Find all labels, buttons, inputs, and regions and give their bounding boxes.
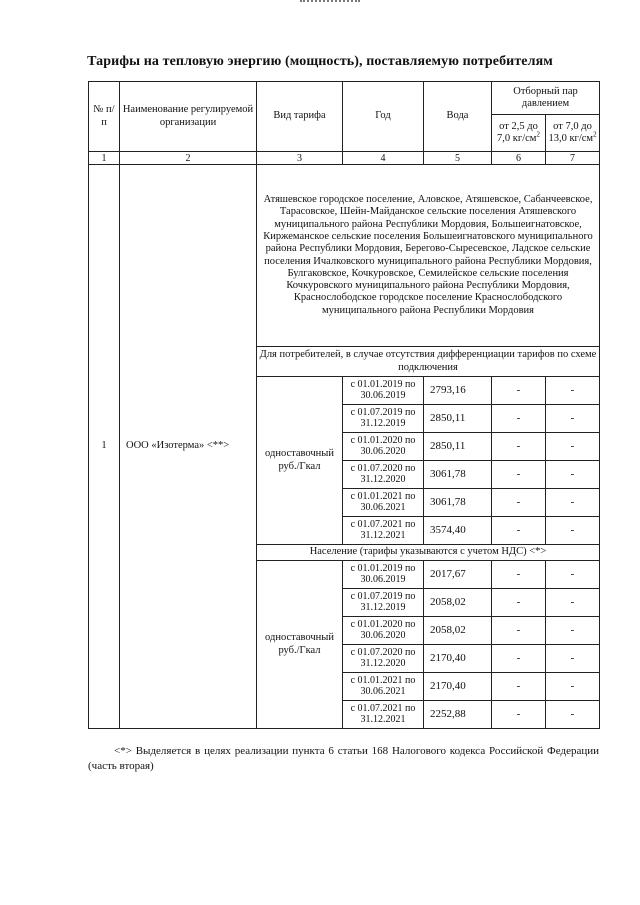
col-number: 7 [546,152,600,165]
water-value: 3061,78 [424,489,492,517]
steam-low-value: - [492,433,546,461]
steam-high-value: - [546,561,600,589]
header-kind: Вид тарифа [257,82,343,152]
steam-high-value: - [546,433,600,461]
steam-low-value: - [492,517,546,545]
footnote-text: <*> Выделяется в целях реализации пункта 6 статьи 168 Налогового кодекса Российской Федерации (часть вторая) [88,745,599,772]
steam-low-value: - [492,617,546,645]
period-cell: с 01.01.2019 по 30.06.2019 [343,377,424,405]
period-cell: с 01.01.2020 по 30.06.2020 [343,433,424,461]
page-title: Тарифы на тепловую энергию (мощность), поставляемую потребителям [87,54,553,69]
col-number: 2 [120,152,257,165]
area-row [89,165,600,347]
period-cell: с 01.01.2019 по 30.06.2019 [343,561,424,589]
col-number: 4 [343,152,424,165]
period-cell: с 01.07.2019 по 31.12.2019 [343,405,424,433]
period-cell: с 01.07.2021 по 31.12.2021 [343,517,424,545]
steam-low-value: - [492,461,546,489]
period-cell: с 01.07.2020 по 31.12.2020 [343,645,424,673]
water-value: 2058,02 [424,589,492,617]
steam-low-value: - [492,645,546,673]
col-number: 5 [424,152,492,165]
header-org: Наименование регулируемой организации [120,82,257,152]
col-number: 6 [492,152,546,165]
period-cell: с 01.07.2021 по 31.12.2021 [343,701,424,729]
steam-low-value: - [492,589,546,617]
period-cell: с 01.07.2020 по 31.12.2020 [343,461,424,489]
steam-high-value: - [546,645,600,673]
organization-name: ООО «Изотерма» <**> [120,165,257,729]
tariff-type: одноставочный руб./Гкал [257,377,343,545]
period-cell: с 01.01.2021 по 30.06.2021 [343,673,424,701]
steam-high-value: - [546,517,600,545]
header-steam: Отборный пар давлением [492,82,600,115]
steam-high-value: - [546,461,600,489]
steam-high-value: - [546,377,600,405]
steam-low-value: - [492,377,546,405]
water-value: 2170,40 [424,645,492,673]
column-numbers-row [89,152,600,165]
steam-high-value: - [546,405,600,433]
water-value: 3574,40 [424,517,492,545]
footnote [88,744,599,774]
water-value: 2058,02 [424,617,492,645]
steam-low-value: - [492,489,546,517]
service-area: Атяшевское городское поселение, Аловское, Атяшевское, Сабанчеевское, Тарасовское, Шейн-Майданское сельские поселения Атяшевского муниципального района Республики Мордовия, Большеигнатовское, Киржеманское сельские поселения Большеигнатовского муниципального района Республики Мордовия, Берегово-Сыресевское, Ладское сельские поселения Ичалковского муниципального района Республики Мордовия, Булгаковское, Кочкуровское, Семилейское сельские поселения Кочкуровского муниципального района Республики Мордовия, Краснослободское городское поселение Краснослободского муниципального района Республики Мордовия [257,165,600,347]
period-cell: с 01.07.2019 по 31.12.2019 [343,589,424,617]
water-value: 2017,67 [424,561,492,589]
water-value: 2170,40 [424,673,492,701]
period-cell: с 01.01.2021 по 30.06.2021 [343,489,424,517]
steam-high-value: - [546,589,600,617]
header-steam-high: от 7,0 до 13,0 $кг/см^2$ [546,115,600,152]
col-number: 1 [89,152,120,165]
col-number: 3 [257,152,343,165]
water-value: 2850,11 [424,405,492,433]
steam-low-value: - [492,701,546,729]
group-label: Население (тарифы указываются с учетом НДС) <*> [257,545,600,561]
water-value: 2850,11 [424,433,492,461]
steam-high-value: - [546,489,600,517]
tariff-table [88,81,600,729]
steam-high-value: - [546,617,600,645]
steam-low-value: - [492,561,546,589]
water-value: 2252,88 [424,701,492,729]
group-label: Для потребителей, в случае отсутствия дифференциации тарифов по схеме подключения [257,347,600,377]
period-cell: с 01.01.2020 по 30.06.2020 [343,617,424,645]
steam-low-value: - [492,673,546,701]
header-num: № п/п [89,82,120,152]
water-value: 2793,16 [424,377,492,405]
steam-low-value: - [492,405,546,433]
header-water: Вода [424,82,492,152]
header-year: Год [343,82,424,152]
row-number: 1 [89,165,120,729]
header-steam-low: от 2,5 до 7,0 $кг/см^2$ [492,115,546,152]
steam-high-value: - [546,701,600,729]
steam-high-value: - [546,673,600,701]
tariff-type: одноставочный руб./Гкал [257,561,343,729]
header-row [89,82,600,115]
scan-mark [300,0,360,5]
water-value: 3061,78 [424,461,492,489]
